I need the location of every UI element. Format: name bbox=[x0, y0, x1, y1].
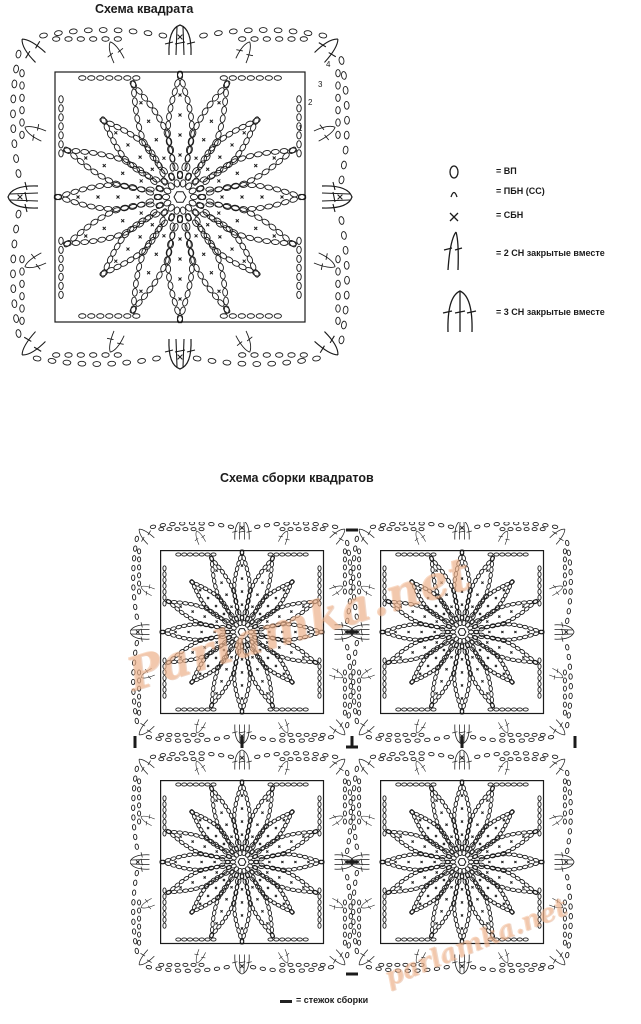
square-motif bbox=[8, 25, 352, 369]
watermark-main: Parlamka.net bbox=[120, 545, 478, 702]
assembly-stitch-label: = стежок сборки bbox=[296, 995, 369, 1005]
stitch-clusters bbox=[130, 750, 354, 974]
legend-label-single-crochet: = СБН bbox=[496, 210, 524, 220]
assembly-square-3 bbox=[130, 750, 354, 974]
petals bbox=[159, 779, 324, 944]
inner-square-frame bbox=[381, 781, 544, 944]
round-number: 3 bbox=[318, 80, 323, 89]
round-number: 1 bbox=[298, 124, 303, 133]
assembly-stitch bbox=[461, 736, 464, 748]
assembly-diagram-title: Схема сборки квадратов bbox=[220, 471, 374, 485]
assembly-square-4 bbox=[350, 750, 574, 974]
assembly-stitch-legend bbox=[280, 995, 480, 1009]
assembly-stitch bbox=[346, 529, 358, 532]
assembly-stitch bbox=[241, 736, 244, 748]
round-number: 4 bbox=[326, 60, 331, 69]
center-ring bbox=[162, 179, 197, 215]
inner-square-frame bbox=[55, 72, 305, 322]
petals bbox=[379, 779, 544, 944]
legend-label-slip-stitch: = ПБН (СС) bbox=[496, 186, 545, 196]
round-number: 2 bbox=[308, 98, 313, 107]
inner-square-frame bbox=[381, 551, 544, 714]
legend-label-chain: = ВП bbox=[496, 166, 517, 176]
petals bbox=[379, 549, 544, 714]
round-numbers bbox=[298, 60, 331, 133]
legend-label-dc2tog: = 2 СН закрытые вместе bbox=[496, 248, 605, 258]
legend-label-dc3tog: = 3 СН закрытые вместе bbox=[496, 307, 605, 317]
assembly-stitch bbox=[346, 973, 358, 976]
petals bbox=[159, 549, 324, 714]
assembly-grid bbox=[130, 522, 580, 982]
legend-item-dc3tog bbox=[442, 287, 641, 327]
inner-square-frame bbox=[161, 781, 324, 944]
assembly-square-2 bbox=[350, 522, 574, 744]
inner-square-frame bbox=[161, 551, 324, 714]
assembly-stitch bbox=[134, 736, 137, 748]
petals bbox=[54, 71, 307, 324]
stitch-clusters bbox=[350, 750, 574, 974]
watermark-small: parlamka.net bbox=[380, 892, 572, 993]
assembly-stitch bbox=[574, 736, 577, 748]
legend-item-dc2tog bbox=[442, 228, 641, 268]
square-diagram-title: Схема квадрата bbox=[95, 2, 194, 16]
crochet-square-motif bbox=[5, 22, 355, 372]
assembly-stitch-icon bbox=[280, 1000, 292, 1003]
assembly-stitch bbox=[346, 861, 358, 864]
assembly-square-1 bbox=[130, 522, 354, 744]
stitch-clusters bbox=[8, 25, 352, 369]
assembly-stitch bbox=[346, 746, 358, 749]
assembly-stitch bbox=[346, 631, 358, 634]
